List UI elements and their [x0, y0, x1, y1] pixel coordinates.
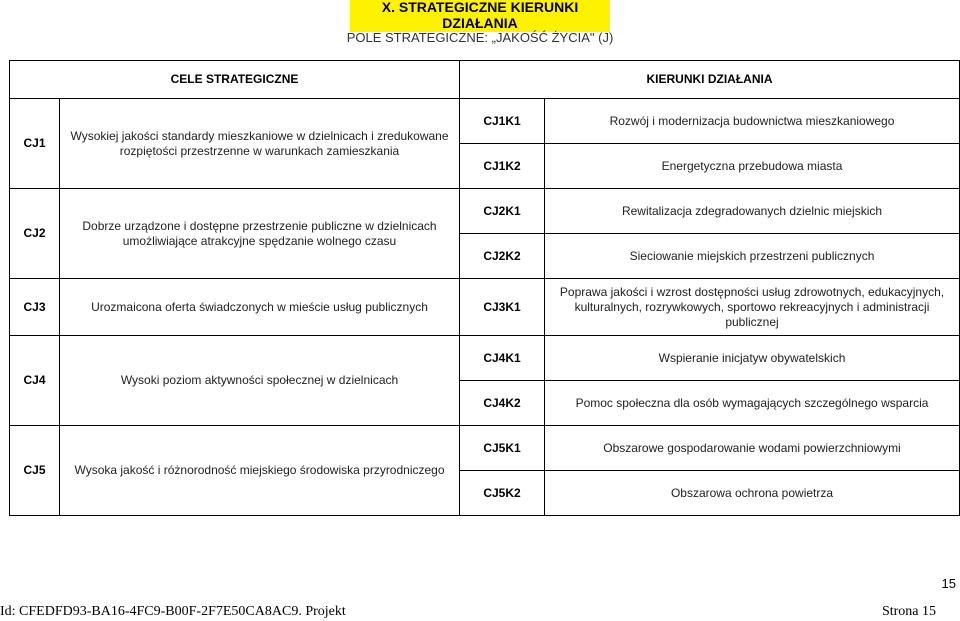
direction-text: Poprawa jakości i wzrost dostępności usług zdrowotnych, edukacyjnych, kulturalnych, rozrywkowych, sportowo rekreacyjnych i administracji publicznej — [545, 279, 960, 336]
direction-code: CJ1K2 — [460, 144, 545, 189]
goal-text: Wysoka jakość i różnorodność miejskiego środowiska przyrodniczego — [60, 426, 460, 516]
directions-column-header: KIERUNKI DZIAŁANIA — [460, 61, 960, 99]
direction-text: Pomoc społeczna dla osób wymagających szczególnego wsparcia — [545, 381, 960, 426]
direction-code: CJ4K2 — [460, 381, 545, 426]
strategic-field-subheading: POLE STRATEGICZNE: „JAKOŚĆ ŻYCIA" (J) — [346, 30, 614, 45]
direction-code: CJ5K1 — [460, 426, 545, 471]
table-row — [10, 336, 960, 381]
page-number: 15 — [941, 576, 956, 591]
direction-code: CJ4K1 — [460, 336, 545, 381]
document-id-footer: Id: CFEDFD93-BA16-4FC9-B00F-2F7E50CA8AC9. Projekt — [0, 604, 346, 619]
table-row — [10, 99, 960, 144]
goals-column-header: CELE STRATEGICZNE — [10, 61, 460, 99]
direction-code: CJ2K2 — [460, 234, 545, 279]
direction-text: Obszarowe gospodarowanie wodami powierzchniowymi — [545, 426, 960, 471]
goal-code: CJ3 — [10, 279, 60, 336]
section-heading: X. STRATEGICZNE KIERUNKI DZIAŁANIA — [350, 0, 610, 32]
goal-text: Dobrze urządzone i dostępne przestrzenie publiczne w dzielnicach umożliwiające atrakcyjne spędzanie wolnego czasu — [60, 189, 460, 279]
goal-text: Urozmaicona oferta świadczonych w mieście usług publicznych — [60, 279, 460, 336]
table-row — [10, 189, 960, 234]
goal-code: CJ2 — [10, 189, 60, 279]
table-row — [10, 426, 960, 471]
direction-text: Sieciowanie miejskich przestrzeni publicznych — [545, 234, 960, 279]
table-row — [10, 279, 960, 336]
goal-code: CJ1 — [10, 99, 60, 189]
direction-code: CJ5K2 — [460, 471, 545, 516]
direction-code: CJ3K1 — [460, 279, 545, 336]
page-footer: Strona 15 — [881, 604, 936, 619]
strategy-table — [9, 60, 960, 516]
direction-text: Rozwój i modernizacja budownictwa mieszkaniowego — [545, 99, 960, 144]
direction-code: CJ2K1 — [460, 189, 545, 234]
direction-code: CJ1K1 — [460, 99, 545, 144]
direction-text: Obszarowa ochrona powietrza — [545, 471, 960, 516]
direction-text: Wspieranie inicjatyw obywatelskich — [545, 336, 960, 381]
goal-code: CJ4 — [10, 336, 60, 426]
goal-code: CJ5 — [10, 426, 60, 516]
goal-text: Wysoki poziom aktywności społecznej w dzielnicach — [60, 336, 460, 426]
goal-text: Wysokiej jakości standardy mieszkaniowe w dzielnicach i zredukowane rozpiętości przestrzenne w warunkach zamieszkania — [60, 99, 460, 189]
table-header-row — [10, 61, 960, 99]
direction-text: Rewitalizacja zdegradowanych dzielnic miejskich — [545, 189, 960, 234]
direction-text: Energetyczna przebudowa miasta — [545, 144, 960, 189]
